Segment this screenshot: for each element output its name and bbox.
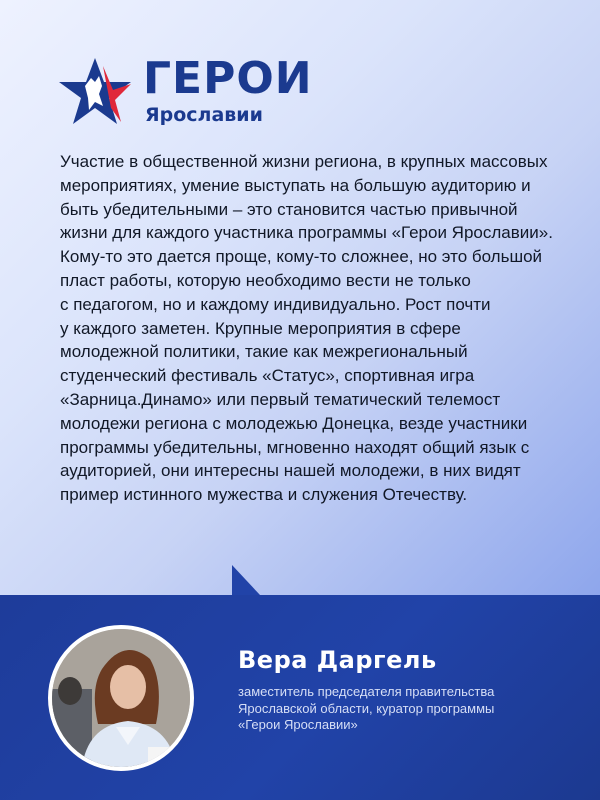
portrait-photo <box>52 629 190 767</box>
logo-title: ГЕРОИ <box>143 53 313 104</box>
quote-line: быть убедительными – это становится частью привычной <box>60 199 518 219</box>
quote-line: жизни для каждого участника программы «Герои Ярославии». <box>60 223 553 243</box>
quote-line: Участие в общественной жизни региона, в крупных массовых <box>60 152 548 171</box>
quote-line: студенческий фестиваль «Статус», спортивная игра <box>60 366 475 386</box>
speech-bubble-tail <box>232 565 260 595</box>
quote-line: у каждого заметен. Крупные мероприятия в сфере <box>60 318 461 338</box>
star-silhouette-logo-icon <box>55 56 135 126</box>
author-role-line: Ярославской области, куратор программы <box>238 700 495 716</box>
quote-line: пример истинного мужества и служения Отечеству. <box>60 485 468 505</box>
quote-line: пласт работы, которую необходимо вести не только <box>60 270 471 290</box>
quote-line: с педагогом, но и каждому индивидуально. Рост почти <box>60 294 491 314</box>
quote-text <box>60 150 565 507</box>
quote-line: молодежи региона с молодежью Донецка, везде участники <box>60 413 528 433</box>
quote-line: аудиторией, они интересны нашей молодежи, в них видят <box>60 461 521 481</box>
quote-line: Кому-то это дается проще, кому-то сложнее, но это большой <box>60 247 543 267</box>
logo <box>55 50 313 130</box>
author-role <box>238 684 568 734</box>
quote-line: молодежной политики, такие как межрегиональный <box>60 342 468 362</box>
quote-line: мероприятиях, умение выступать на большую аудиторию и <box>60 175 531 195</box>
author-role-line: «Герои Ярославии» <box>238 717 358 732</box>
logo-subtitle: Ярославии <box>145 104 263 126</box>
quote-line: программы убедительны, мгновенно находят общий язык с <box>60 437 530 457</box>
author-name: Вера Даргель <box>238 646 437 674</box>
author-role-line: заместитель председателя правительства <box>238 684 495 699</box>
author-avatar <box>48 625 194 771</box>
quote-line: «Зарница.Динамо» или первый тематический телемост <box>60 389 501 409</box>
